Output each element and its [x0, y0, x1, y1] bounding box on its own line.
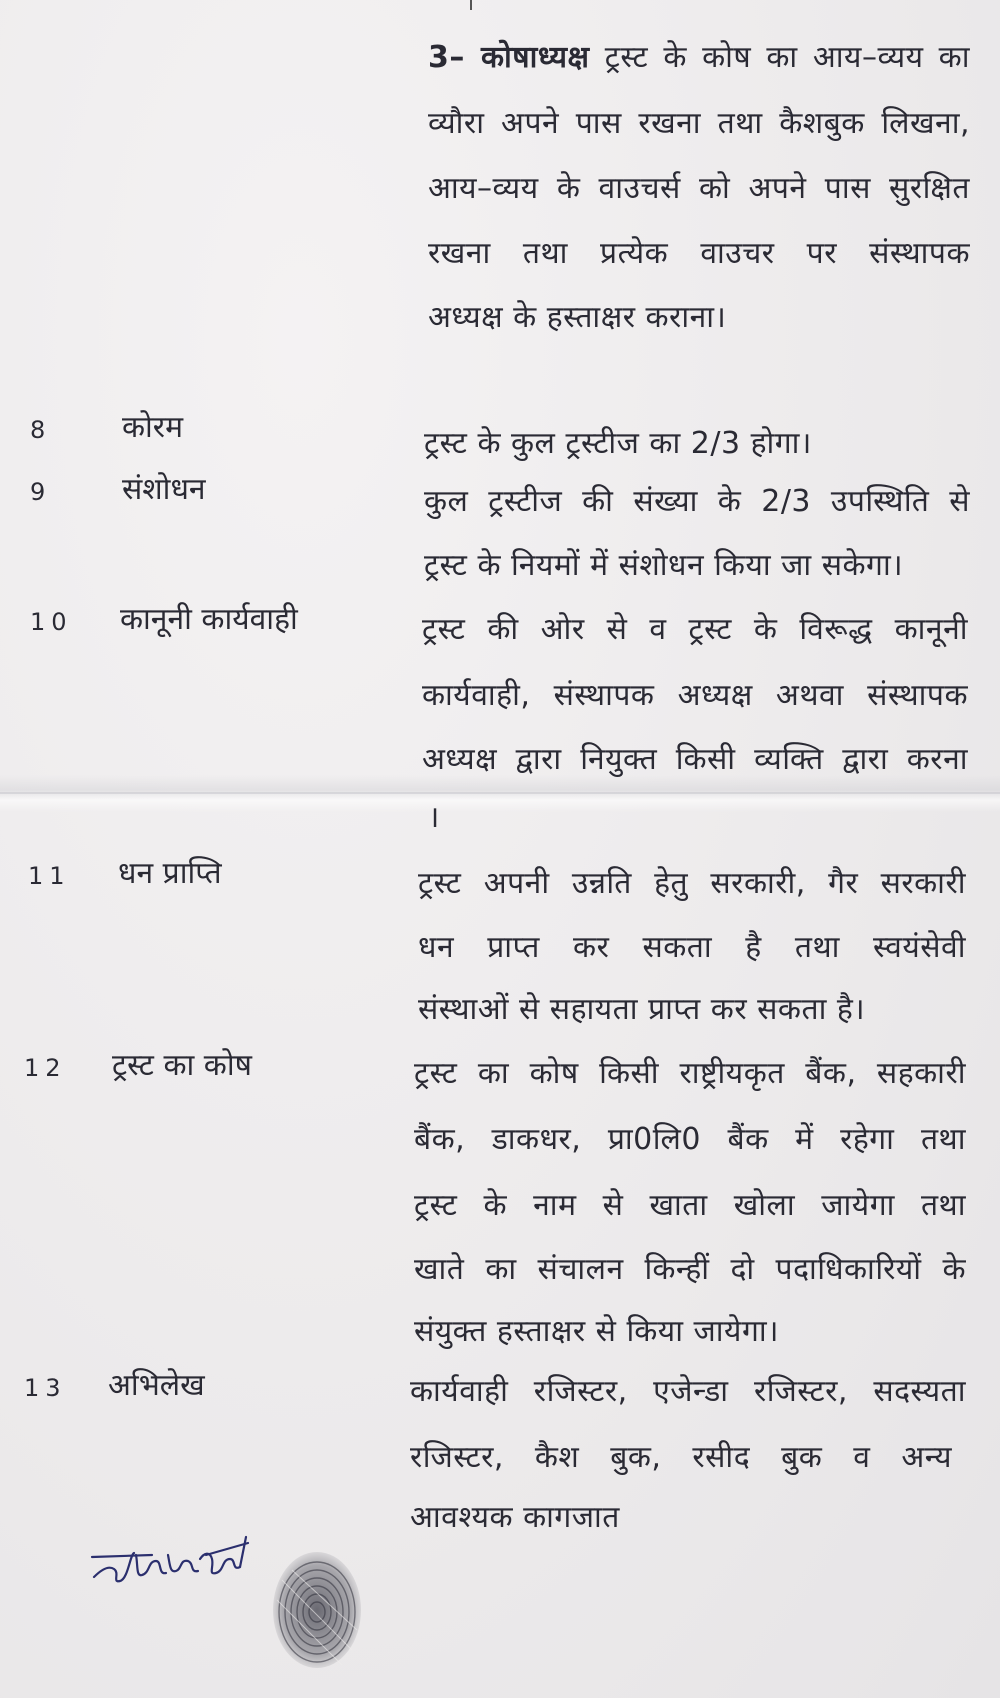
- clause-title: ट्रस्ट का कोष: [112, 1048, 252, 1083]
- clause-number: 9: [30, 478, 52, 506]
- clause-number: 13: [24, 1374, 67, 1402]
- clause-line: ।: [428, 800, 440, 835]
- clause-line: ट्रस्ट के कुल ट्रस्टीज का 2/3 होगा।: [424, 426, 812, 461]
- clause-line: संयुक्त हस्ताक्षर से किया जायेगा।: [414, 1314, 779, 1349]
- clause-line: आय–व्यय के वाउचर्स को अपने पास सुरक्षित: [428, 171, 970, 206]
- thumbprint-ridges: [262, 1540, 372, 1680]
- clause-line: ट्रस्ट अपनी उन्नति हेतु सरकारी, गैर सरकारी: [418, 866, 966, 901]
- clause-line: संस्थाओं से सहायता प्राप्त कर सकता है।: [418, 992, 866, 1027]
- clause-line: [428, 40, 970, 76]
- clause-text: ट्रस्ट के कोष का आय–व्यय का: [589, 40, 970, 75]
- clause-line: ट्रस्ट के नाम से खाता खोला जायेगा तथा: [414, 1188, 966, 1223]
- paper-fold-line: [0, 792, 1000, 794]
- clause-line: ट्रस्ट की ओर से व ट्रस्ट के विरूद्ध कानूनी: [422, 612, 968, 647]
- clause-number: 11: [28, 862, 71, 890]
- clause-line: आवश्यक कागजात: [410, 1500, 620, 1535]
- signature-scrawl: [90, 1525, 260, 1595]
- top-margin-mark: [470, 0, 472, 10]
- clause-line: व्यौरा अपने पास रखना तथा कैशबुक लिखना,: [428, 106, 970, 141]
- clause-line: कुल ट्रस्टीज की संख्या के 2/3 उपस्थिति से: [424, 484, 970, 519]
- clause-line: ट्रस्ट का कोष किसी राष्ट्रीयकृत बैंक, सहकारी: [414, 1056, 966, 1091]
- clause-line: कार्यवाही रजिस्टर, एजेन्डा रजिस्टर, सदस्यता: [410, 1374, 966, 1409]
- clause-lead: 3– कोषाध्यक्ष: [428, 40, 590, 75]
- thumbprint: [262, 1540, 372, 1680]
- clause-line: बैंक, डाकधर, प्रा0लि0 बैंक में रहेगा तथा: [414, 1122, 966, 1157]
- clause-line: अध्यक्ष के हस्ताक्षर कराना।: [428, 300, 727, 335]
- clause-title: धन प्राप्ति: [118, 856, 222, 891]
- clause-line: रखना तथा प्रत्येक वाउचर पर संस्थापक: [428, 236, 970, 271]
- clause-title: संशोधन: [122, 472, 206, 507]
- clause-title: कोरम: [122, 410, 184, 445]
- clause-number: 10: [30, 608, 73, 636]
- clause-line: कार्यवाही, संस्थापक अध्यक्ष अथवा संस्थापक: [422, 678, 968, 713]
- clause-line: धन प्राप्त कर सकता है तथा स्वयंसेवी: [418, 930, 966, 965]
- clause-number: 8: [30, 416, 52, 444]
- clause-title: अभिलेख: [108, 1368, 205, 1403]
- clause-number: 12: [24, 1054, 67, 1082]
- handwritten-signature: [90, 1525, 260, 1595]
- clause-title: कानूनी कार्यवाही: [120, 602, 298, 637]
- clause-line: रजिस्टर, कैश बुक, रसीद बुक व अन्य: [410, 1440, 952, 1475]
- clause-line: ट्रस्ट के नियमों में संशोधन किया जा सकेगा।: [424, 548, 904, 583]
- clause-line: अध्यक्ष द्वारा नियुक्त किसी व्यक्ति द्वारा करना: [422, 742, 968, 777]
- clause-line: खाते का संचालन किन्हीं दो पदाधिकारियों के: [414, 1252, 966, 1287]
